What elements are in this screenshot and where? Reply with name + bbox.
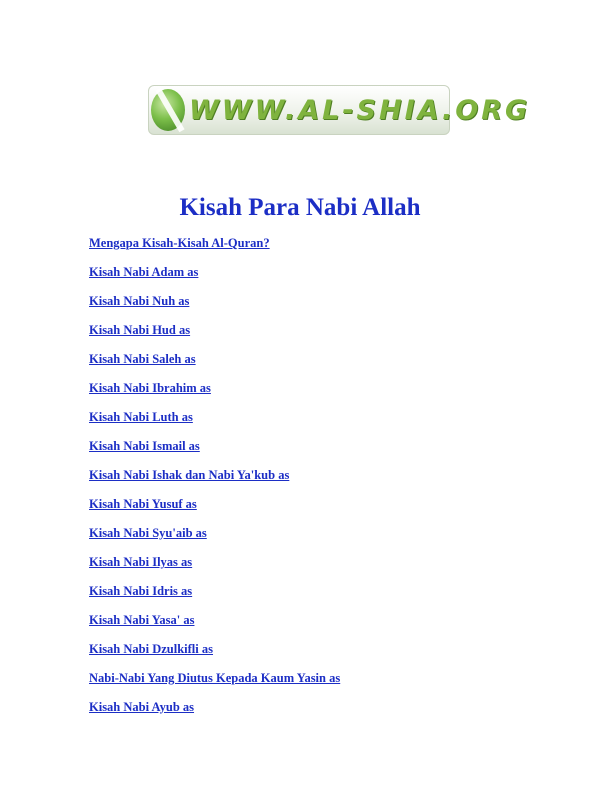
toc-item <box>89 234 340 263</box>
toc-item <box>89 437 340 466</box>
toc-link[interactable]: Kisah Nabi Ayub as <box>89 700 195 714</box>
toc-link[interactable]: Kisah Nabi Dzulkifli as <box>89 642 213 656</box>
table-of-contents <box>89 234 340 727</box>
toc-link[interactable]: Kisah Nabi Adam as <box>89 265 199 279</box>
toc-item <box>89 611 340 640</box>
toc-item <box>89 263 340 292</box>
toc-item <box>89 640 340 669</box>
toc-item <box>89 292 340 321</box>
toc-item <box>89 466 340 495</box>
toc-item <box>89 524 340 553</box>
toc-item <box>89 698 340 727</box>
toc-link[interactable]: Kisah Nabi Ismail as <box>89 439 200 453</box>
toc-link[interactable]: Kisah Nabi Ibrahim as <box>89 381 211 395</box>
toc-link[interactable]: Kisah Nabi Idris as <box>89 584 193 598</box>
toc-link[interactable]: Kisah Nabi Yusuf as <box>89 497 197 511</box>
toc-item <box>89 379 340 408</box>
site-logo-banner <box>148 85 531 135</box>
toc-link[interactable]: Kisah Nabi Nuh as <box>89 294 190 308</box>
toc-item <box>89 582 340 611</box>
toc-link[interactable]: Kisah Nabi Luth as <box>89 410 193 424</box>
toc-link[interactable]: Kisah Nabi Syu'aib as <box>89 526 207 540</box>
toc-item <box>89 321 340 350</box>
toc-link[interactable]: Mengapa Kisah-Kisah Al-Quran? <box>89 236 270 250</box>
toc-item <box>89 495 340 524</box>
toc-link[interactable]: Kisah Nabi Yasa' as <box>89 613 195 627</box>
toc-item <box>89 669 340 698</box>
site-logo-text: WWW.AL-SHIA.ORG <box>189 95 531 126</box>
toc-item <box>89 553 340 582</box>
toc-link[interactable]: Kisah Nabi Hud as <box>89 323 191 337</box>
globe-logo-icon <box>151 89 185 131</box>
toc-link[interactable]: Kisah Nabi Ilyas as <box>89 555 193 569</box>
toc-link[interactable]: Nabi-Nabi Yang Diutus Kepada Kaum Yasin as <box>89 671 341 685</box>
page-title: Kisah Para Nabi Allah <box>179 194 421 221</box>
toc-link[interactable]: Kisah Nabi Ishak dan Nabi Ya'kub as <box>89 468 290 482</box>
toc-link[interactable]: Kisah Nabi Saleh as <box>89 352 196 366</box>
toc-item <box>89 350 340 379</box>
toc-item <box>89 408 340 437</box>
